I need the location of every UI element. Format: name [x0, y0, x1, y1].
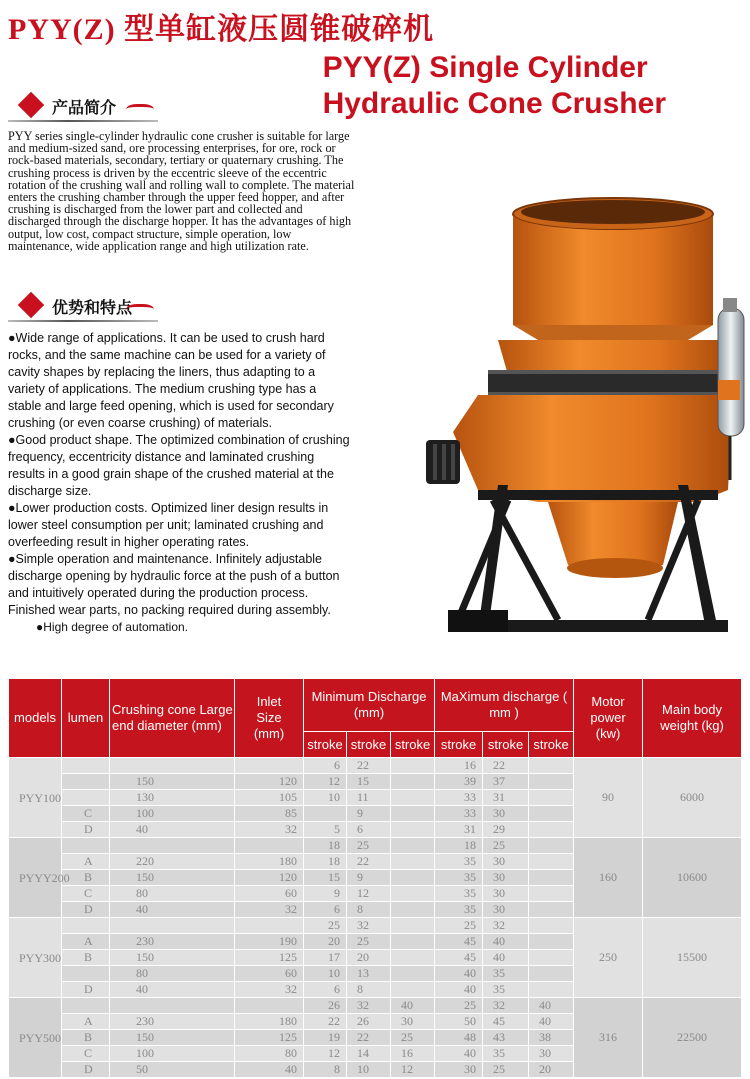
- table-cell: 12: [347, 886, 391, 902]
- table-cell: D: [62, 902, 110, 918]
- table-cell: 43: [483, 1030, 529, 1046]
- table-cell: 25: [435, 998, 483, 1014]
- table-cell: [391, 982, 435, 998]
- table-cell: 40: [235, 1062, 304, 1078]
- table-cell: 30: [483, 886, 529, 902]
- table-cell: C: [62, 806, 110, 822]
- table-cell: 15: [304, 870, 347, 886]
- model-cell: PYY300: [9, 918, 62, 998]
- table-cell: 6: [304, 982, 347, 998]
- intro-paragraph: PYY series single-cylinder hydraulic cone crusher is suitable for large and medium-sized sand, ore processing enterprises, for ore, rock or rock-based materials, secondary, tertiary or quaternary crushing. The crushing process is driven by the eccentric sleeve of the eccentric rotation of the crushing wall and rolling wall to complete. The material enters the crushing chamber through the upper feed hopper, and after crushing is discharged from the lower part and collected and discharged through the discharge hopper. It has the advantages of high output, low cost, compact structure, simple operation, low maintenance, wide application range and high utilization rate.: [8, 129, 355, 253]
- table-cell: 6: [347, 822, 391, 838]
- motor-power-cell: 316: [574, 998, 643, 1078]
- header-max-discharge: MaXimum discharge ( mm ): [435, 679, 574, 732]
- table-cell: 26: [304, 998, 347, 1014]
- table-cell: [110, 918, 235, 934]
- table-cell: 32: [235, 982, 304, 998]
- table-cell: 35: [483, 966, 529, 982]
- table-cell: 25: [391, 1030, 435, 1046]
- table-cell: D: [62, 822, 110, 838]
- title-english-line-1: PYY(Z) Single Cylinder: [322, 51, 648, 84]
- table-cell: 32: [235, 902, 304, 918]
- table-cell: 30: [391, 1014, 435, 1030]
- table-cell: 31: [483, 790, 529, 806]
- header-models: models: [9, 679, 62, 758]
- table-cell: 30: [483, 902, 529, 918]
- table-cell: 40: [391, 998, 435, 1014]
- header-stroke: stroke: [435, 732, 483, 758]
- table-cell: A: [62, 934, 110, 950]
- table-cell: [391, 918, 435, 934]
- table-cell: C: [62, 1046, 110, 1062]
- table-cell: 32: [483, 918, 529, 934]
- table-cell: 12: [391, 1062, 435, 1078]
- table-cell: [529, 886, 574, 902]
- table-cell: [62, 966, 110, 982]
- table-cell: 35: [483, 982, 529, 998]
- table-cell: 35: [435, 854, 483, 870]
- table-cell: 40: [110, 982, 235, 998]
- table-cell: [391, 886, 435, 902]
- table-cell: [110, 998, 235, 1014]
- table-cell: 25: [304, 918, 347, 934]
- table-cell: 40: [110, 902, 235, 918]
- table-cell: 60: [235, 886, 304, 902]
- table-cell: D: [62, 1062, 110, 1078]
- table-cell: 20: [529, 1062, 574, 1078]
- feature-item: ●High degree of automation.: [36, 620, 189, 634]
- section-underline: [8, 120, 158, 122]
- red-diamond-icon: [18, 92, 44, 118]
- table-cell: B: [62, 1030, 110, 1046]
- table-cell: 37: [483, 774, 529, 790]
- table-cell: 6: [304, 758, 347, 774]
- table-cell: [391, 966, 435, 982]
- table-cell: 230: [110, 934, 235, 950]
- motor-power-cell: 160: [574, 838, 643, 918]
- weight-cell: 15500: [643, 918, 742, 998]
- table-cell: 120: [235, 774, 304, 790]
- table-cell: [391, 870, 435, 886]
- section-heading-features: [8, 292, 248, 322]
- table-cell: 25: [483, 1062, 529, 1078]
- table-cell: 30: [483, 870, 529, 886]
- table-cell: 22: [483, 758, 529, 774]
- table-cell: 39: [435, 774, 483, 790]
- table-cell: 14: [347, 1046, 391, 1062]
- table-cell: 80: [110, 966, 235, 982]
- table-cell: A: [62, 1014, 110, 1030]
- table-cell: 18: [304, 838, 347, 854]
- table-cell: 5: [304, 822, 347, 838]
- table-cell: 30: [529, 1046, 574, 1062]
- table-cell: A: [62, 854, 110, 870]
- table-cell: 31: [435, 822, 483, 838]
- table-cell: [235, 758, 304, 774]
- table-cell: 16: [391, 1046, 435, 1062]
- table-cell: 85: [235, 806, 304, 822]
- table-row: [9, 838, 742, 854]
- feature-item: ●Wide range of applications. It can be used to crush hard rocks, and the same machine can be used for a variety of cavity shapes by replacing the liners, thus adapting to a variety of applications. The medium crushing type has a stable and large feed opening, which is used for secondary crushing (or even coarse crushing) of materials.: [8, 331, 334, 430]
- table-cell: 105: [235, 790, 304, 806]
- table-cell: [62, 918, 110, 934]
- table-cell: [62, 998, 110, 1014]
- table-cell: 30: [483, 806, 529, 822]
- weight-cell: 6000: [643, 758, 742, 838]
- table-cell: [391, 934, 435, 950]
- table-cell: 150: [110, 870, 235, 886]
- table-cell: [529, 934, 574, 950]
- table-cell: 40: [435, 966, 483, 982]
- table-cell: 180: [235, 1014, 304, 1030]
- table-cell: 30: [435, 1062, 483, 1078]
- table-cell: 40: [110, 822, 235, 838]
- table-cell: 6: [304, 902, 347, 918]
- table-cell: 8: [347, 982, 391, 998]
- table-cell: [62, 838, 110, 854]
- header-crushing-cone: Crushing cone Large end diameter (mm): [110, 679, 235, 758]
- table-cell: [62, 790, 110, 806]
- table-row: [9, 918, 742, 934]
- table-cell: 32: [235, 822, 304, 838]
- table-cell: 25: [483, 838, 529, 854]
- table-cell: 10: [347, 1062, 391, 1078]
- table-cell: [529, 950, 574, 966]
- table-cell: 35: [435, 870, 483, 886]
- table-cell: [529, 822, 574, 838]
- table-cell: [391, 822, 435, 838]
- table-cell: 100: [110, 1046, 235, 1062]
- table-cell: 150: [110, 1030, 235, 1046]
- table-row: [9, 758, 742, 774]
- table-cell: [529, 790, 574, 806]
- table-cell: [235, 998, 304, 1014]
- table-cell: 12: [304, 774, 347, 790]
- header-min-discharge: Minimum Discharge (mm): [304, 679, 435, 732]
- table-cell: 35: [435, 902, 483, 918]
- table-cell: [110, 838, 235, 854]
- table-cell: 40: [529, 1014, 574, 1030]
- red-diamond-icon: [18, 292, 44, 318]
- table-cell: 60: [235, 966, 304, 982]
- table-cell: 11: [347, 790, 391, 806]
- table-cell: 45: [435, 950, 483, 966]
- table-cell: 150: [110, 950, 235, 966]
- table-cell: 40: [435, 982, 483, 998]
- table-cell: [391, 854, 435, 870]
- table-cell: 150: [110, 774, 235, 790]
- table-cell: 40: [483, 934, 529, 950]
- table-cell: 18: [304, 854, 347, 870]
- table-cell: [110, 758, 235, 774]
- model-cell: PYY100: [9, 758, 62, 838]
- table-cell: 33: [435, 790, 483, 806]
- table-cell: 125: [235, 1030, 304, 1046]
- table-cell: 32: [347, 918, 391, 934]
- table-cell: [529, 774, 574, 790]
- table-cell: 50: [435, 1014, 483, 1030]
- table-cell: [529, 902, 574, 918]
- table-cell: 13: [347, 966, 391, 982]
- table-cell: 22: [347, 854, 391, 870]
- table-cell: 25: [435, 918, 483, 934]
- table-cell: [529, 758, 574, 774]
- table-cell: [391, 758, 435, 774]
- weight-cell: 10600: [643, 838, 742, 918]
- feature-item: ●Lower production costs. Optimized liner design results in lower steel consumption per unit; laminated crushing and overfeeding result in higher operating rates.: [8, 501, 329, 549]
- spec-table-body: [9, 758, 742, 1078]
- table-cell: 8: [347, 902, 391, 918]
- title-chinese: PYY(Z) 型单缸液压圆锥破碎机: [8, 13, 435, 46]
- table-cell: 10: [304, 790, 347, 806]
- header-stroke: stroke: [483, 732, 529, 758]
- title-english: [323, 50, 666, 122]
- table-cell: 26: [347, 1014, 391, 1030]
- table-cell: 32: [483, 998, 529, 1014]
- header-main-body-weight: Main body weight (kg): [643, 679, 742, 758]
- table-cell: [62, 758, 110, 774]
- table-cell: 48: [435, 1030, 483, 1046]
- table-cell: 40: [483, 950, 529, 966]
- table-cell: 100: [110, 806, 235, 822]
- table-cell: 15: [347, 774, 391, 790]
- table-cell: 45: [435, 934, 483, 950]
- table-cell: 29: [483, 822, 529, 838]
- table-cell: B: [62, 870, 110, 886]
- section-heading-intro: [8, 92, 248, 122]
- table-cell: [529, 870, 574, 886]
- table-cell: 80: [235, 1046, 304, 1062]
- model-cell: PYYY200: [9, 838, 62, 918]
- header-stroke: stroke: [391, 732, 435, 758]
- table-cell: [391, 902, 435, 918]
- table-cell: 25: [347, 838, 391, 854]
- table-cell: [304, 806, 347, 822]
- title-english-line-2: Hydraulic Cone Crusher: [322, 87, 666, 120]
- table-cell: [235, 838, 304, 854]
- table-cell: 40: [529, 998, 574, 1014]
- model-cell: PYY500: [9, 998, 62, 1078]
- table-cell: 190: [235, 934, 304, 950]
- table-cell: 12: [304, 1046, 347, 1062]
- table-cell: 40: [435, 1046, 483, 1062]
- header-stroke: stroke: [529, 732, 574, 758]
- table-cell: [391, 790, 435, 806]
- table-cell: 125: [235, 950, 304, 966]
- table-cell: 45: [483, 1014, 529, 1030]
- motor-power-cell: 250: [574, 918, 643, 998]
- table-cell: 22: [347, 1030, 391, 1046]
- table-cell: 32: [347, 998, 391, 1014]
- table-cell: 10: [304, 966, 347, 982]
- table-cell: 220: [110, 854, 235, 870]
- table-cell: 22: [347, 758, 391, 774]
- table-cell: 38: [529, 1030, 574, 1046]
- table-cell: C: [62, 886, 110, 902]
- table-cell: 230: [110, 1014, 235, 1030]
- table-cell: [62, 774, 110, 790]
- table-cell: [391, 838, 435, 854]
- table-cell: 19: [304, 1030, 347, 1046]
- table-cell: 9: [347, 806, 391, 822]
- section-heading-features-label: 优势和特点: [52, 300, 133, 317]
- table-cell: [529, 806, 574, 822]
- section-underline: [8, 320, 158, 322]
- table-cell: 8: [304, 1062, 347, 1078]
- table-cell: D: [62, 982, 110, 998]
- weight-cell: 22500: [643, 998, 742, 1078]
- table-cell: 16: [435, 758, 483, 774]
- table-cell: 120: [235, 870, 304, 886]
- table-cell: 80: [110, 886, 235, 902]
- table-cell: 50: [110, 1062, 235, 1078]
- table-cell: 130: [110, 790, 235, 806]
- table-cell: [529, 838, 574, 854]
- feature-item: ●Simple operation and maintenance. Infinitely adjustable discharge opening by hydraulic force at the push of a button and intuitively operated during the production process. Finished wear parts, no packing required during assembly.: [8, 552, 340, 617]
- table-cell: 18: [435, 838, 483, 854]
- feature-item: ●Good product shape. The optimized combination of crushing frequency, eccentricity distance and laminated crushing results in a good grain shape of the crushed material at the discharge size.: [8, 433, 350, 498]
- table-cell: 20: [304, 934, 347, 950]
- header-stroke: stroke: [347, 732, 391, 758]
- table-cell: 9: [347, 870, 391, 886]
- table-cell: 30: [483, 854, 529, 870]
- table-cell: 9: [304, 886, 347, 902]
- red-swash-decoration: [126, 104, 154, 117]
- table-cell: 20: [347, 950, 391, 966]
- table-cell: [529, 918, 574, 934]
- spec-table: [8, 678, 742, 1078]
- table-cell: 33: [435, 806, 483, 822]
- table-cell: B: [62, 950, 110, 966]
- table-row: [9, 998, 742, 1014]
- table-cell: 35: [483, 1046, 529, 1062]
- motor-power-cell: 90: [574, 758, 643, 838]
- table-cell: [235, 918, 304, 934]
- table-cell: 22: [304, 1014, 347, 1030]
- table-cell: 17: [304, 950, 347, 966]
- table-cell: [529, 854, 574, 870]
- table-cell: [529, 966, 574, 982]
- table-cell: [391, 774, 435, 790]
- red-swash-decoration: [126, 304, 154, 317]
- table-cell: [391, 806, 435, 822]
- header-lumen: lumen: [62, 679, 110, 758]
- table-cell: [391, 950, 435, 966]
- header-inlet-size: Inlet Size (mm): [235, 679, 304, 758]
- table-cell: 25: [347, 934, 391, 950]
- table-cell: 35: [435, 886, 483, 902]
- cone-crusher-image: [418, 190, 748, 650]
- section-heading-intro-label: 产品简介: [52, 100, 117, 117]
- header-motor-power: Motor power (kw): [574, 679, 643, 758]
- table-cell: [529, 982, 574, 998]
- header-stroke: stroke: [304, 732, 347, 758]
- table-cell: 180: [235, 854, 304, 870]
- feature-list: [8, 330, 353, 636]
